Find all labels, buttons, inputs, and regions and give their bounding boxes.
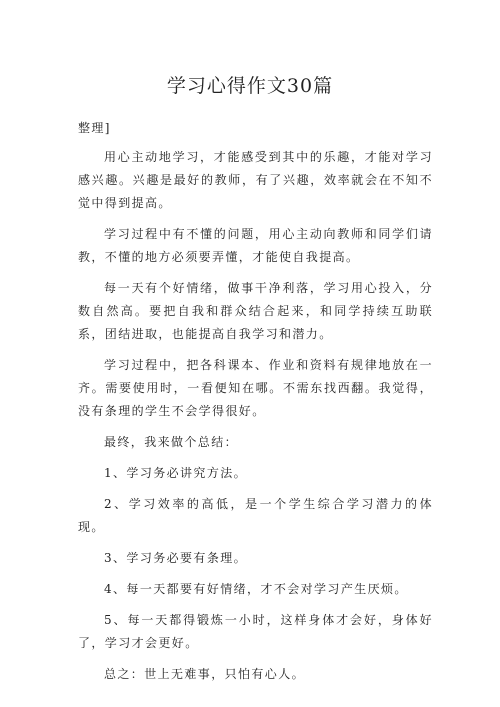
paragraph-conclusion: 总之：世上无难事，只怕有心人。 [104, 667, 306, 681]
paragraph-source: 整理] [78, 121, 111, 135]
paragraph: 用心主动地学习，才能感受到其中的乐趣，才能对学习感兴趣。兴趣是最好的教师，有了兴趣，效率就会在不知不觉中得到提高。 [78, 150, 433, 210]
paragraph: 学习过程中，把各科课本、作业和资料有规律地放在一齐。需要使用时，一看便知在哪。不需东找西翻。我觉得，没有条理的学生不会学得很好。 [78, 358, 433, 418]
list-item: 4、每一天都要有好情绪，才不会对学习产生厌烦。 [104, 582, 408, 596]
list-item: 3、学习务必要有条理。 [104, 551, 248, 565]
paragraph: 每一天有个好情绪，做事干净利落，学习用心投入，分数自然高。要把自我和群众结合起来，和同学持续互助联系，团结进取，也能提高自我学习和潜力。 [78, 281, 433, 341]
document-body [78, 117, 433, 694]
paragraph-summary-intro: 最终，我来做个总结： [104, 435, 239, 449]
list-item: 5、每一天都得锻炼一小时，这样身体才会好，身体好了，学习才会更好。 [78, 613, 433, 650]
document-title: 学习心得作文30篇 [166, 74, 334, 97]
list-item: 2、学习效率的高低，是一个学生综合学习潜力的体现。 [78, 497, 433, 534]
list-item: 1、学习务必讲究方法。 [104, 466, 248, 480]
paragraph: 学习过程中有不懂的问题，用心主动向教师和同学们请教，不懂的地方必须要弄懂，才能使自我提高。 [78, 227, 433, 264]
